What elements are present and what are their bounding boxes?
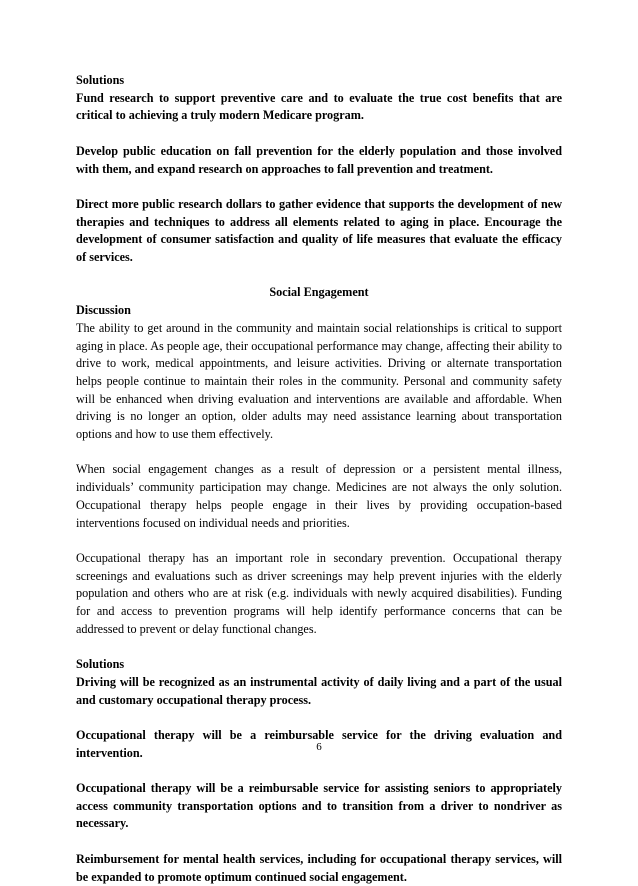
discussion-heading: Discussion <box>76 303 131 318</box>
solutions-paragraph: Occupational therapy will be a reimbursable service for the driving evaluation and intervention. <box>76 727 562 760</box>
solutions-paragraph: Direct more public research dollars to gather evidence that supports the development of new therapies and techniques to address all elements related to aging in place. Encourage the development of consumer satisfaction and quality of life measures that evaluate the efficacy of services. <box>76 196 562 264</box>
discussion-paragraph: The ability to get around in the community and maintain social relationships is critical to support aging in place. As people age, their occupational performance may change, affecting their ability to drive to work, medical appointments, and leisure activities. Driving or alternate transportation helps people continue to maintain their roles in the community. Personal and community safety will be enhanced when driving evaluation and interventions are available and affordable. When driving is no longer an option, older adults may need assistance learning about transportation options and how to use them effectively. <box>76 320 562 442</box>
solutions-paragraph: Reimbursement for mental health services, including for occupational therapy services, will be expanded to promote optimum continued social engagement. <box>76 851 562 884</box>
solutions-heading: Solutions <box>76 73 125 87</box>
solutions-paragraph: Fund research to support preventive care and to evaluate the true cost benefits that are critical to achieving a truly modern Medicare program. <box>76 90 562 123</box>
solutions-paragraph: Occupational therapy will be a reimbursable service for assisting seniors to appropriately access community transportation options and to transition from a driver to nondriver as necessary. <box>76 781 562 831</box>
document-page <box>76 72 562 886</box>
page-number: 6 <box>316 741 322 753</box>
section-title: Social Engagement <box>269 285 369 300</box>
discussion-paragraph: When social engagement changes as a result of depression or a persistent mental illness, individuals’ community participation may change. Medicines are not always the only solution. Occupational therapy helps people engage in their lives by providing occupation-based interventions focused on individual needs and priorities. <box>76 462 562 530</box>
solutions-paragraph: Develop public education on fall prevention for the elderly population and those involved with them, and expand research on approaches to fall prevention and treatment. <box>76 143 562 176</box>
solutions-heading: Solutions <box>76 657 125 672</box>
discussion-paragraph: Occupational therapy has an important role in secondary prevention. Occupational therapy screenings and evaluations such as driver screenings may help prevent injuries with the elderly population and others who are at risk (e.g. individuals with newly acquired disabilities). Funding for and access to prevention programs will help identify performance concerns that can be addressed to prevent or delay functional changes. <box>76 550 562 636</box>
solutions-paragraph: Driving will be recognized as an instrumental activity of daily living and a part of the usual and customary occupational therapy process. <box>76 674 562 707</box>
